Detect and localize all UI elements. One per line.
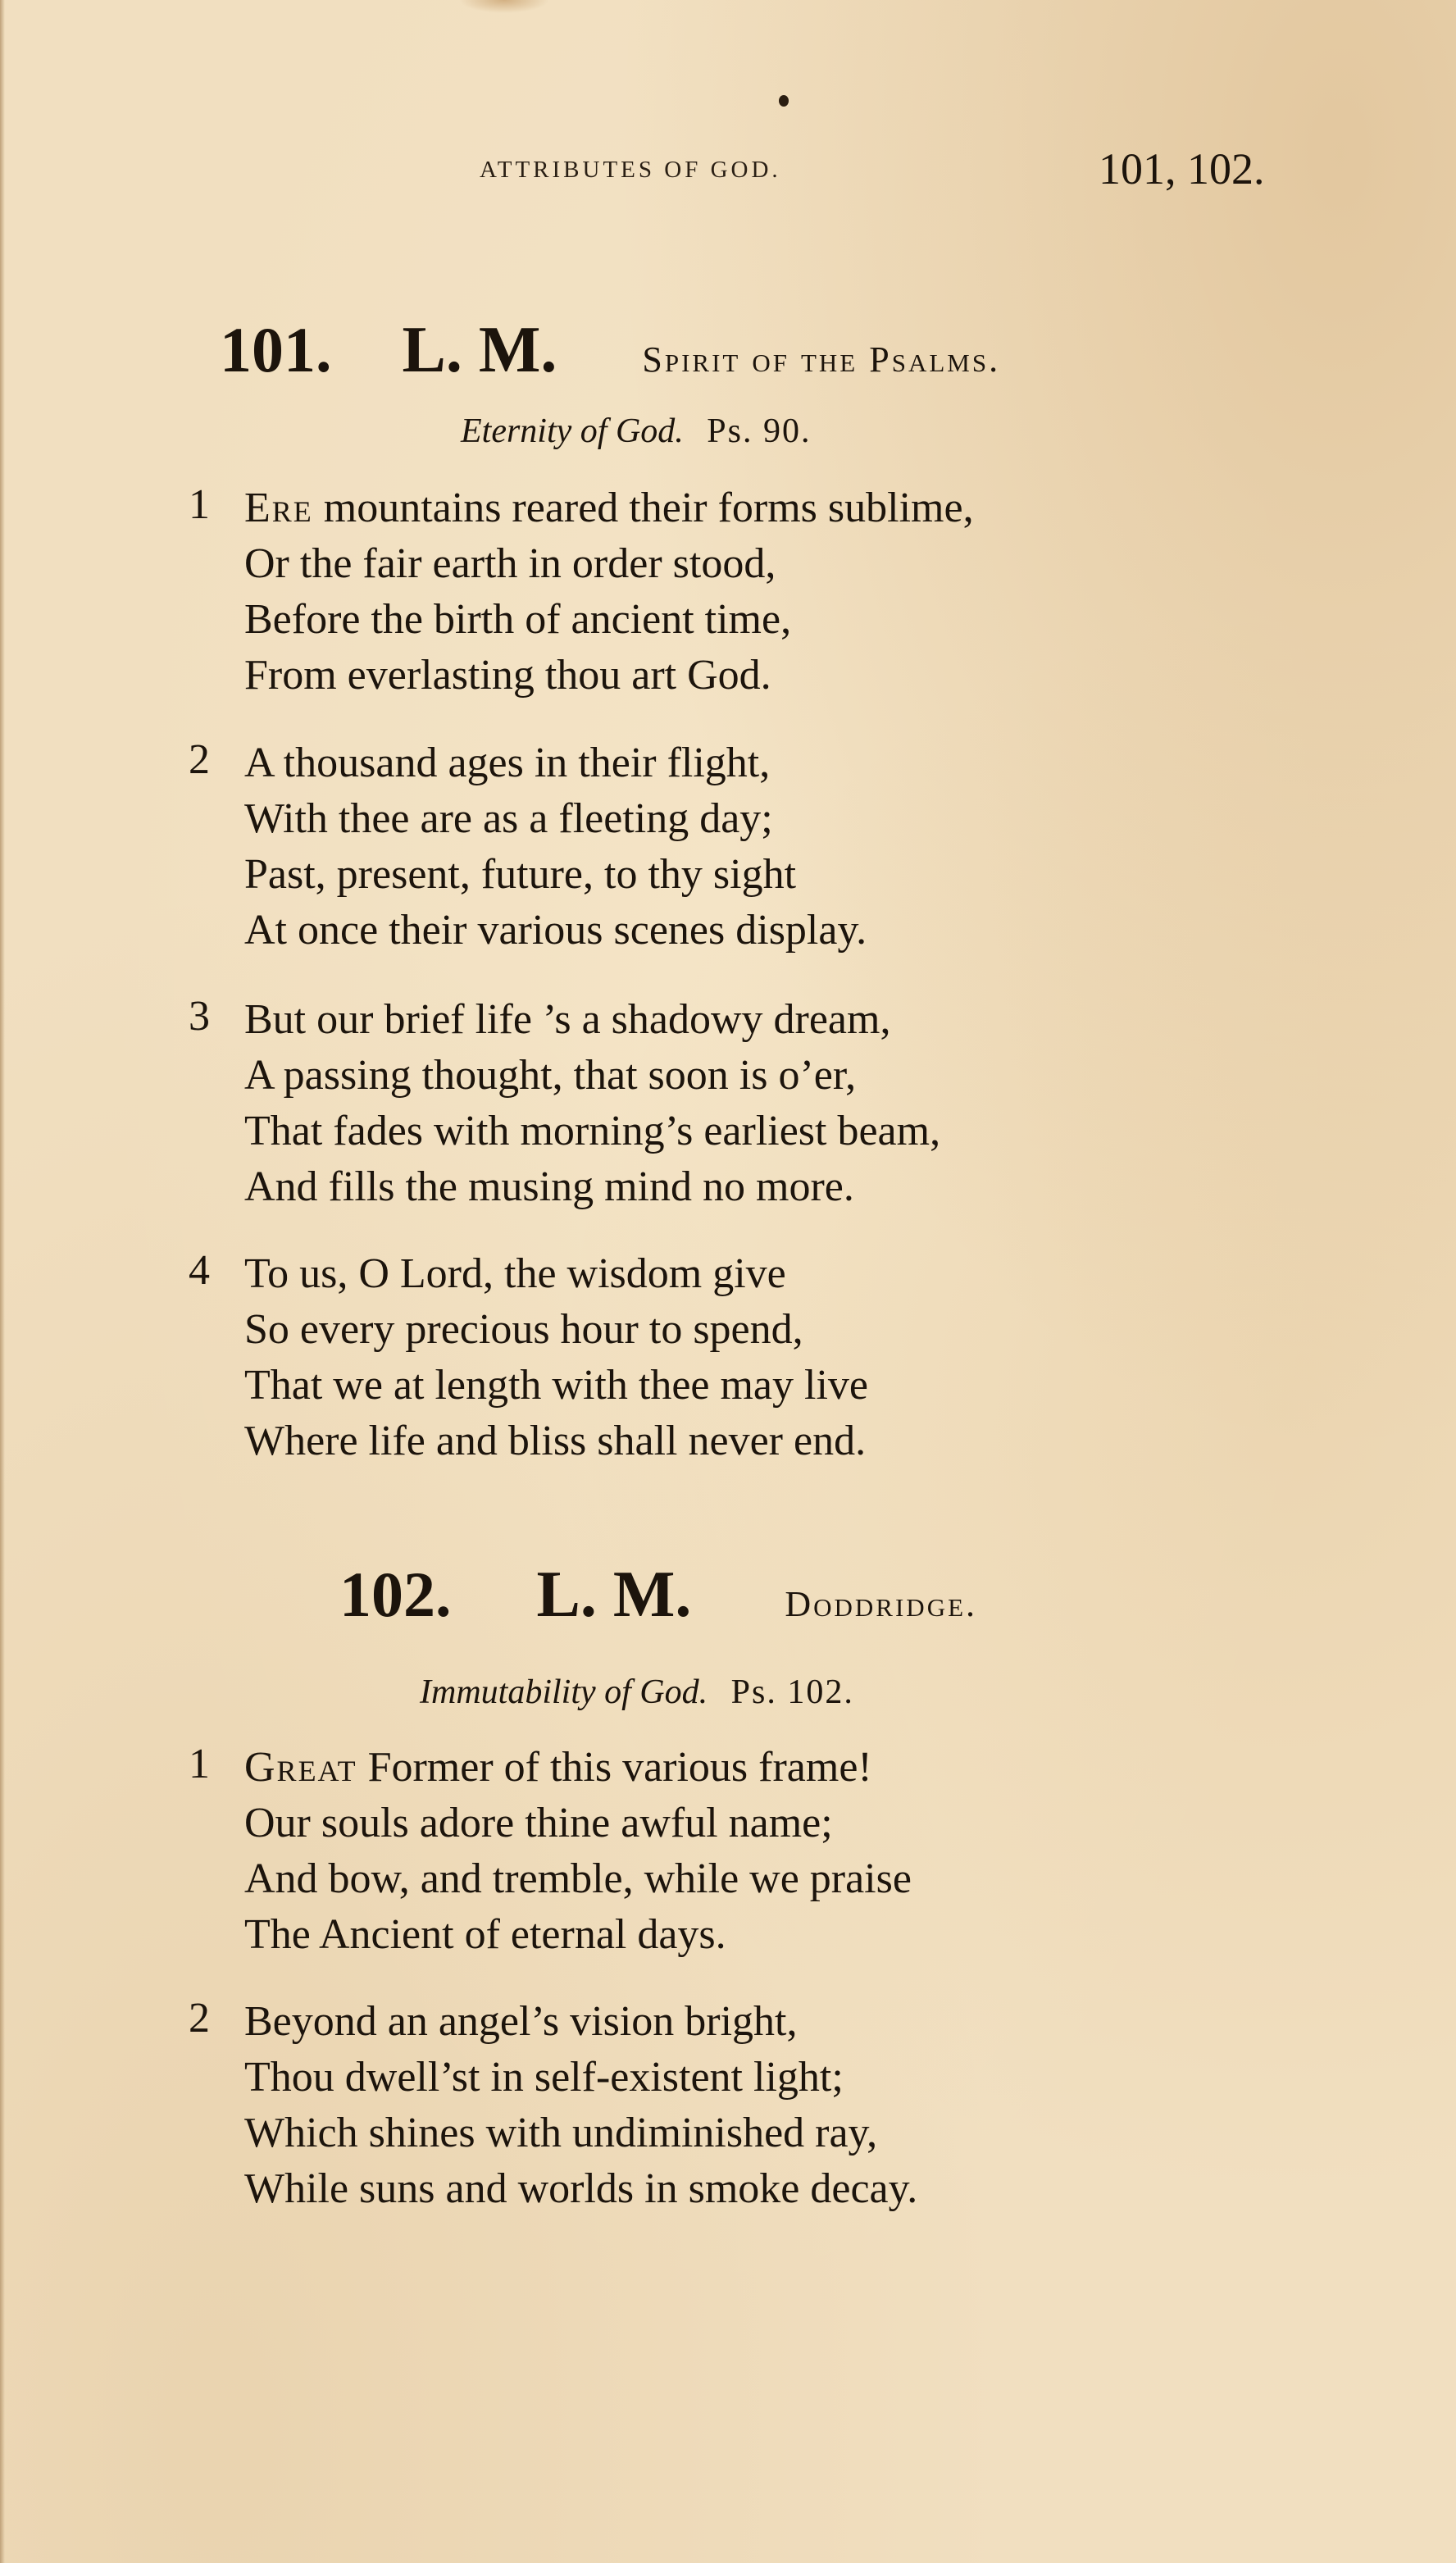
first-word: Great: [244, 1744, 357, 1791]
verse-line: The Ancient of eternal days.: [244, 1911, 726, 1958]
verse-line: A passing thought, that soon is o’er,: [244, 1052, 857, 1099]
verse-line: So every precious hour to spend,: [244, 1306, 803, 1353]
verse-line: At once their various scenes display.: [244, 907, 867, 954]
hymn-number: 101.: [220, 314, 332, 385]
verse-line: Thou dwell’st in self-existent light;: [244, 2054, 844, 2101]
verse-line-rest: Former of this various frame!: [357, 1744, 872, 1791]
hymn-subtitle: [461, 412, 812, 451]
verse-line: [244, 480, 974, 536]
first-word: Ere: [244, 485, 313, 531]
verse-line: Where life and bliss shall never end.: [244, 1418, 867, 1464]
hymn-author: Doddridge.: [785, 1584, 978, 1624]
verse-line-rest: mountains reared their forms sublime,: [312, 485, 974, 531]
stanza-number: 1: [189, 481, 210, 528]
verse-line: A thousand ages in their flight,: [244, 740, 771, 786]
verse-line: [244, 1740, 912, 1796]
stanza: [189, 992, 940, 1215]
verse-line: Past, present, future, to thy sight: [244, 851, 797, 898]
verse-line: That we at length with thee may live: [244, 1362, 868, 1409]
stanza-number: 4: [189, 1247, 210, 1294]
hymn-meter: L. M.: [402, 314, 557, 386]
verse-line: From everlasting thou art God.: [244, 652, 771, 699]
hymn-heading: [339, 1558, 977, 1632]
hymn-subtitle: [420, 1673, 854, 1712]
page-numbers: 101, 102.: [1099, 144, 1265, 193]
subtitle-text: Eternity of God.: [461, 412, 684, 450]
stanza: [189, 735, 867, 958]
running-title: ATTRIBUTES OF GOD.: [480, 157, 781, 183]
verse-line: Before the birth of ancient time,: [244, 596, 792, 643]
verse-line: Which shines with undiminished ray,: [244, 2110, 878, 2156]
verse-line: Our souls adore thine awful name;: [244, 1800, 833, 1846]
stanza-number: 2: [189, 1995, 210, 2042]
verse-line: But our brief life ’s a shadowy dream,: [244, 996, 891, 1043]
stanza-number: 3: [189, 993, 210, 1040]
subtitle-text: Immutability of God.: [420, 1673, 708, 1711]
verse-line: Beyond an angel’s vision bright,: [244, 1998, 798, 2045]
stanza: [189, 1994, 917, 2217]
psalm-reference: Ps. 90.: [707, 412, 812, 450]
stanza: [189, 1740, 912, 1963]
hymn-heading: [220, 313, 1000, 388]
stanza: [189, 1246, 868, 1469]
page-edge: [0, 0, 5, 2563]
verse-line: Or the fair earth in order stood,: [244, 540, 776, 587]
psalm-reference: Ps. 102.: [730, 1673, 854, 1711]
hymn-author: Spirit of the Psalms.: [642, 339, 1001, 380]
hymn-number: 102.: [339, 1559, 452, 1630]
hymn-meter: L. M.: [536, 1559, 692, 1631]
verse-line: With thee are as a fleeting day;: [244, 795, 773, 842]
verse-line: And bow, and tremble, while we praise: [244, 1855, 912, 1902]
page-header: [0, 143, 1456, 193]
stanza-number: 1: [189, 1741, 210, 1787]
verse-line: And fills the musing mind no more.: [244, 1163, 854, 1210]
printer-mark: [779, 95, 789, 107]
stanza-number: 2: [189, 736, 210, 783]
verse-line: To us, O Lord, the wisdom give: [244, 1250, 786, 1297]
ink-blot: [459, 0, 549, 13]
verse-line: While suns and worlds in smoke decay.: [244, 2165, 918, 2212]
verse-line: That fades with morning’s earliest beam,: [244, 1108, 941, 1154]
stanza: [189, 480, 974, 703]
